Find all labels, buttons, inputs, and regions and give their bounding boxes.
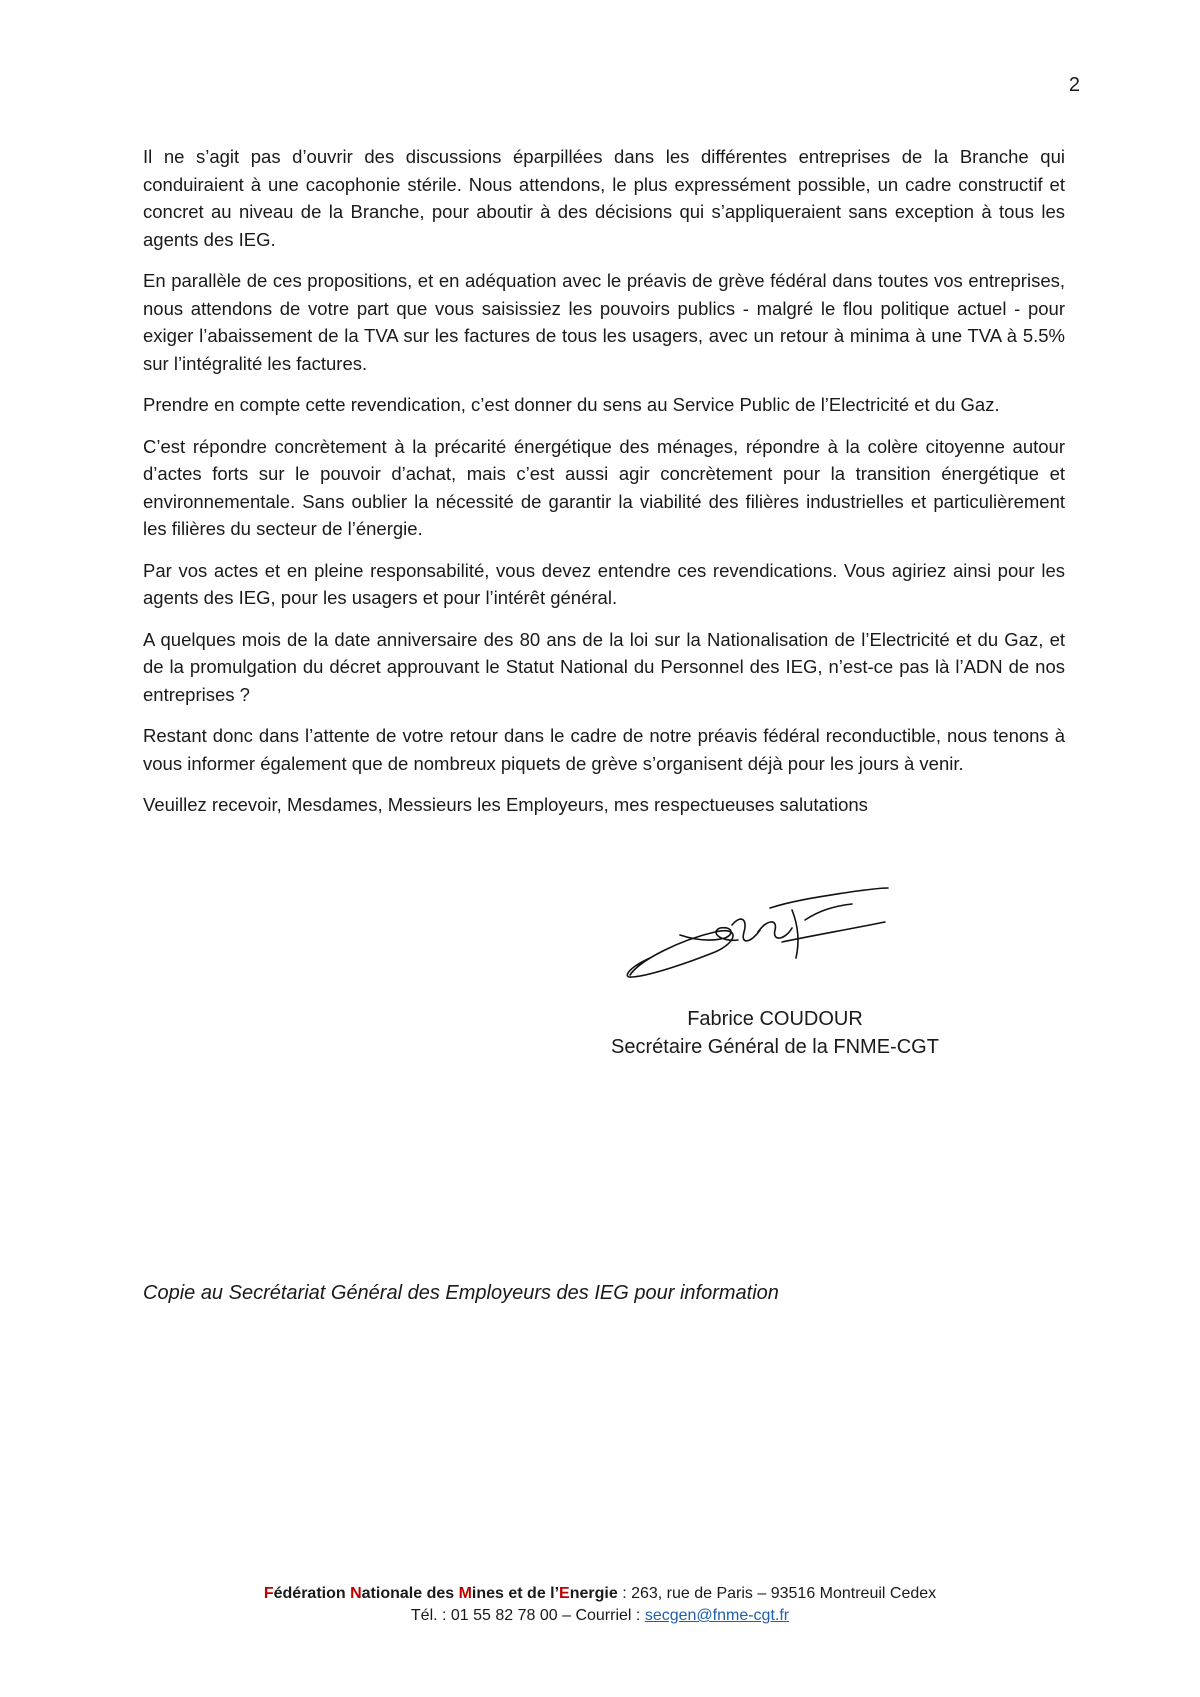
- org-text: nergie: [569, 1585, 618, 1602]
- handwritten-signature: [620, 880, 900, 990]
- paragraph: Restant donc dans l’attente de votre retour dans le cadre de notre préavis fédéral reconductible, nous tenons à vous informer également que de nombreux piquets de grève s’organisent déjà pour les jours à venir.: [143, 725, 1065, 774]
- org-text: ationale des: [361, 1585, 459, 1602]
- footer-address-line: [0, 1583, 1200, 1605]
- footer-contact-line: [0, 1605, 1200, 1627]
- org-text: ines et de l’: [471, 1585, 560, 1602]
- org-initial: M: [458, 1585, 472, 1602]
- paragraph: Prendre en compte cette revendication, c’est donner du sens au Service Public de l’Electricité et du Gaz.: [143, 394, 1000, 415]
- copy-note: Copie au Secrétariat Général des Employeurs des IEG pour information: [143, 1282, 779, 1304]
- footer-phone: Tél. : 01 55 82 78 00 – Courriel :: [410, 1607, 645, 1624]
- closing-salutation: Veuillez recevoir, Mesdames, Messieurs les Employeurs, mes respectueuses salutations: [143, 794, 868, 815]
- org-initial: F: [263, 1585, 274, 1602]
- org-initial: E: [559, 1585, 570, 1602]
- footer-address: : 263, rue de Paris – 93516 Montreuil Cedex: [622, 1585, 937, 1602]
- org-initial: N: [350, 1585, 362, 1602]
- paragraph: En parallèle de ces propositions, et en adéquation avec le préavis de grève fédéral dans toutes vos entreprises, nous attendons de votre part que vous saisissiez les pouvoirs publics - malgré le flou politique actuel - pour exiger l’abaissement de la TVA sur les factures de tous les usagers, avec un retour à minima à une TVA à 5.5% sur l’intégralité les factures.: [143, 270, 1065, 374]
- paragraph: Il ne s’agit pas d’ouvrir des discussions éparpillées dans les différentes entreprises de la Branche qui conduiraient à une cacophonie stérile. Nous attendons, le plus expressément possible, un cadre constructif et concret au niveau de la Branche, pour aboutir à des décisions qui s’appliqueraient sans exception à tous les agents des IEG.: [143, 146, 1065, 250]
- paragraph: C’est répondre concrètement à la précarité énergétique des ménages, répondre à la colère citoyenne autour d’actes forts sur le pouvoir d’achat, mais c’est aussi agir concrètement pour la transition énergétique et environnementale. Sans oublier la nécessité de garantir la viabilité des filières industrielles et particulièrement les filières du secteur de l’énergie.: [143, 435, 1065, 539]
- paragraph: A quelques mois de la date anniversaire des 80 ans de la loi sur la Nationalisation de l’Electricité et du Gaz, et de la promulgation du décret approuvant le Statut National du Personnel des IEG, n’est-ce pas là l’ADN de nos entreprises ?: [143, 628, 1065, 705]
- org-text: édération: [273, 1585, 351, 1602]
- footer: [0, 1583, 1200, 1627]
- paragraph: Par vos actes et en pleine responsabilité, vous devez entendre ces revendications. Vous agiriez ainsi pour les agents des IEG, pour les usagers et pour l’intérêt général.: [143, 559, 1065, 608]
- letter-body: [143, 143, 1065, 833]
- signature-block: [560, 1005, 990, 1061]
- signatory-name: Fabrice COUDOUR: [687, 1008, 863, 1030]
- page-number: 2: [1068, 74, 1080, 96]
- signatory-title: Secrétaire Général de la FNME-CGT: [611, 1036, 939, 1058]
- organization-name: [264, 1585, 622, 1602]
- email-link[interactable]: secgen@fnme-cgt.fr: [644, 1607, 790, 1624]
